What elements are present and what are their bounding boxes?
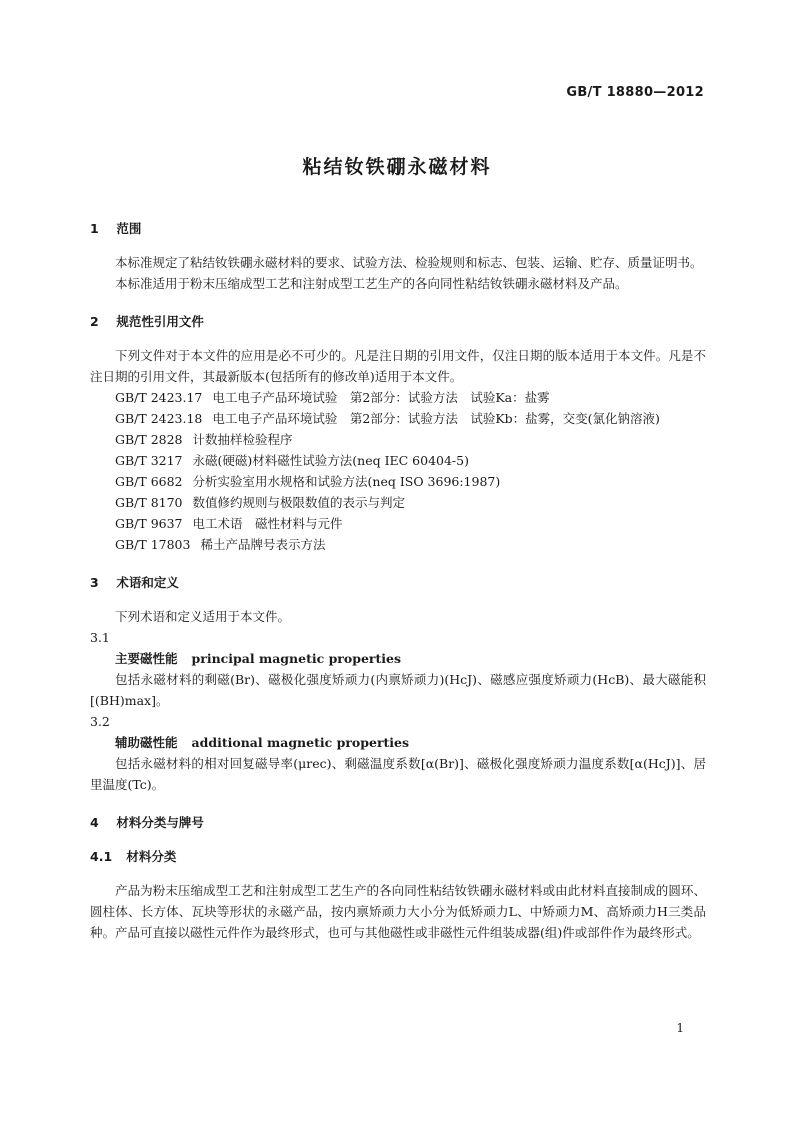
reference-item bbox=[90, 534, 706, 555]
paragraph: 本标准规定了粘结钕铁硼永磁材料的要求、试验方法、检验规则和标志、包装、运输、贮存、质量证明书。 bbox=[115, 255, 703, 270]
reference-item bbox=[90, 513, 706, 534]
section-heading-2 bbox=[90, 311, 706, 332]
section-number: 3 bbox=[90, 575, 99, 590]
term-definition: 包括永磁材料的剩磁(Br)、磁极化强度矫顽力(内禀矫顽力)(HcJ)、磁感应强度矫顽力(HcB)、最大磁能积[(BH)max]。 bbox=[90, 672, 706, 708]
section-title: 范围 bbox=[116, 221, 142, 236]
section-number: 1 bbox=[90, 221, 99, 236]
subsection-heading bbox=[90, 846, 706, 867]
section-heading-3 bbox=[90, 572, 706, 593]
section-heading-1 bbox=[90, 218, 706, 239]
reference-item bbox=[90, 387, 706, 408]
page-number: 1 bbox=[676, 1021, 684, 1035]
reference-item bbox=[90, 450, 706, 471]
section-title: 规范性引用文件 bbox=[116, 314, 204, 329]
section-number: 2 bbox=[90, 314, 99, 329]
section-heading-4 bbox=[90, 812, 706, 833]
section-number: 4 bbox=[90, 815, 99, 830]
section-title: 术语和定义 bbox=[116, 575, 179, 590]
reference-item bbox=[90, 471, 706, 492]
reference-title: 电工电子产品环境试验 第2部分：试验方法 试验Ka：盐雾 bbox=[212, 390, 550, 405]
reference-title: 电工术语 磁性材料与元件 bbox=[192, 516, 343, 531]
section-title: 材料分类与牌号 bbox=[116, 815, 204, 830]
reference-title: 数值修约规则与极限数值的表示与判定 bbox=[192, 495, 406, 510]
term-heading bbox=[90, 648, 706, 669]
subsection-title: 材料分类 bbox=[126, 849, 177, 864]
paragraph: 本标准适用于粉末压缩成型工艺和注射成型工艺生产的各向同性粘结钕铁硼永磁材料及产品。 bbox=[115, 276, 628, 291]
reference-title: 分析实验室用水规格和试验方法(neq ISO 3696:1987) bbox=[192, 474, 501, 489]
reference-title: 稀土产品牌号表示方法 bbox=[200, 537, 326, 552]
reference-code: GB/T 2423.18 bbox=[115, 411, 203, 426]
paragraph: 下列术语和定义适用于本文件。 bbox=[115, 609, 291, 624]
document-body bbox=[90, 218, 706, 943]
term-heading bbox=[90, 732, 706, 753]
reference-code: GB/T 9637 bbox=[115, 516, 183, 531]
term-zh: 主要磁性能 bbox=[115, 651, 178, 666]
term-number: 3.2 bbox=[90, 714, 110, 729]
reference-item bbox=[90, 492, 706, 513]
reference-title: 电工电子产品环境试验 第2部分：试验方法 试验Kb：盐雾，交变(氯化钠溶液) bbox=[212, 411, 660, 426]
term-zh: 辅助磁性能 bbox=[115, 735, 178, 750]
term-number: 3.1 bbox=[90, 630, 110, 645]
reference-code: GB/T 17803 bbox=[115, 537, 191, 552]
reference-code: GB/T 2423.17 bbox=[115, 390, 203, 405]
term-definition: 包括永磁材料的相对回复磁导率(μrec)、剩磁温度系数[α(Br)]、磁极化强度矫顽力温度系数[α(HcJ)]、居里温度(Tc)。 bbox=[90, 756, 706, 792]
paragraph: 下列文件对于本文件的应用是必不可少的。凡是注日期的引用文件，仅注日期的版本适用于本文件。凡是不注日期的引用文件，其最新版本(包括所有的修改单)适用于本文件。 bbox=[90, 348, 706, 384]
term-en: additional magnetic properties bbox=[191, 735, 410, 750]
standard-code: GB/T 18880—2012 bbox=[566, 85, 704, 100]
reference-item bbox=[90, 408, 706, 429]
reference-code: GB/T 8170 bbox=[115, 495, 183, 510]
paragraph: 产品为粉末压缩成型工艺和注射成型工艺生产的各向同性粘结钕铁硼永磁材料或由此材料直接制成的圆环、圆柱体、长方体、瓦块等形状的永磁产品，按内禀矫顽力大小分为低矫顽力L、中矫顽力M、高矫顽力H三类品种。产品可直接以磁性元件作为最终形式，也可与其他磁性或非磁性元件组装成器(组)件或部件作为最终形式。 bbox=[90, 883, 706, 940]
reference-code: GB/T 3217 bbox=[115, 453, 183, 468]
reference-item bbox=[90, 429, 706, 450]
reference-title: 计数抽样检验程序 bbox=[192, 432, 293, 447]
subsection-number: 4.1 bbox=[90, 849, 113, 864]
reference-list bbox=[90, 387, 706, 555]
reference-title: 永磁(硬磁)材料磁性试验方法(neq IEC 60404-5) bbox=[192, 453, 469, 468]
reference-code: GB/T 6682 bbox=[115, 474, 183, 489]
reference-code: GB/T 2828 bbox=[115, 432, 183, 447]
document-title: 粘结钕铁硼永磁材料 bbox=[302, 156, 492, 178]
term-en: principal magnetic properties bbox=[191, 651, 402, 666]
